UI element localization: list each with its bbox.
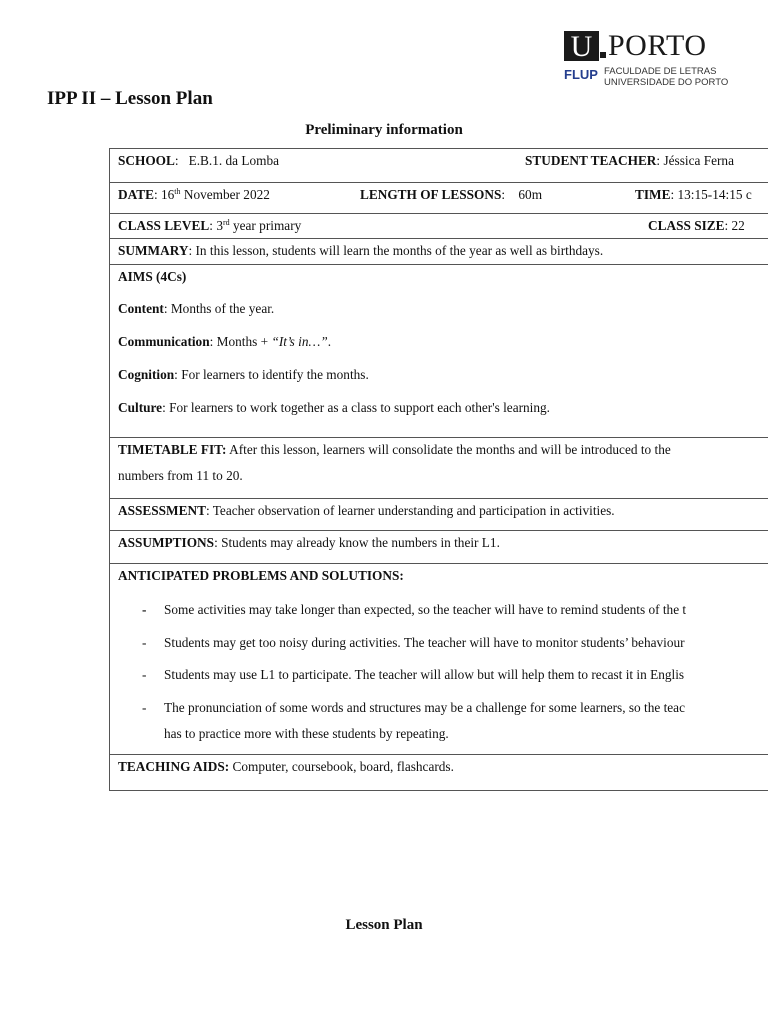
timetable-row [110,437,768,498]
date-row [110,182,768,213]
school-row [110,149,768,182]
class-size-cell: CLASS SIZE: 22 [648,218,745,233]
list-item: The pronunciation of some words and structures may be a challenge for some learners, so the teac [164,700,685,715]
aims-cognition: Cognition: For learners to identify the months. [118,367,369,382]
logo-dot [600,52,606,58]
assumptions-cell: ASSUMPTIONS: Students may already know the numbers in their L1. [118,535,500,550]
teaching-aids-row [110,754,768,790]
teaching-aids-cell: TEACHING AIDS: Computer, coursebook, board, flashcards. [118,759,454,774]
document-title: IPP II – Lesson Plan [47,88,213,109]
aims-heading: AIMS (4Cs) [118,269,187,284]
list-item: Some activities may take longer than expected, so the teacher will have to remind students of the t [164,602,687,617]
class-level-cell: CLASS LEVEL: 3rd year primary [118,218,302,233]
list-item: Students may use L1 to participate. The teacher will allow but will help them to recast it in Englis [164,667,685,682]
date-cell: DATE: 16th November 2022 [118,187,270,202]
preliminary-info-heading: Preliminary information [305,122,463,138]
list-bullet: - [142,602,147,617]
summary-row [110,238,768,264]
assessment-cell: ASSESSMENT: Teacher observation of learner understanding and participation in activities. [118,503,615,518]
timetable-line-2: numbers from 11 to 20. [118,468,243,483]
school-cell: SCHOOL: E.B.1. da Lomba [118,153,280,168]
aims-content: Content: Months of the year. [118,301,275,316]
logo-faculty-text [604,66,728,88]
list-bullet: - [142,667,147,682]
student-teacher-cell: STUDENT TEACHER: Jéssica Ferna [525,153,734,168]
logo-porto-text: PORTO [608,29,707,62]
university-logo [564,30,754,90]
list-item-continuation: has to practice more with these students by repeating. [164,726,449,741]
summary-cell: SUMMARY: In this lesson, students will learn the months of the year as well as birthdays. [118,243,604,258]
time-cell: TIME: 13:15-14:15 c [635,187,752,202]
logo-flup-text: FLUP [564,67,598,82]
list-bullet: - [142,635,147,650]
preliminary-info-table [109,148,768,791]
problems-row [110,563,768,754]
list-item: Students may get too noisy during activities. The teacher will have to monitor students’ behaviour [164,635,685,650]
aims-row [110,264,768,437]
logo-faculty-line1: FACULDADE DE LETRAS [604,66,717,77]
assessment-row [110,498,768,530]
list-bullet: - [142,700,147,715]
timetable-line-1: TIMETABLE FIT: After this lesson, learners will consolidate the months and will be introduced to the [118,442,671,457]
logo-u-mark: U [564,31,599,61]
aims-culture: Culture: For learners to work together as a class to support each other's learning. [118,400,550,415]
assumptions-row [110,530,768,563]
aims-communication: Communication: Months + “It’s in…”. [118,334,332,349]
problems-heading: ANTICIPATED PROBLEMS AND SOLUTIONS: [118,568,404,583]
logo-faculty-line2: UNIVERSIDADE DO PORTO [604,77,729,88]
lesson-plan-heading: Lesson Plan [345,917,423,933]
class-row [110,213,768,238]
length-cell: LENGTH OF LESSONS: 60m [360,187,543,202]
